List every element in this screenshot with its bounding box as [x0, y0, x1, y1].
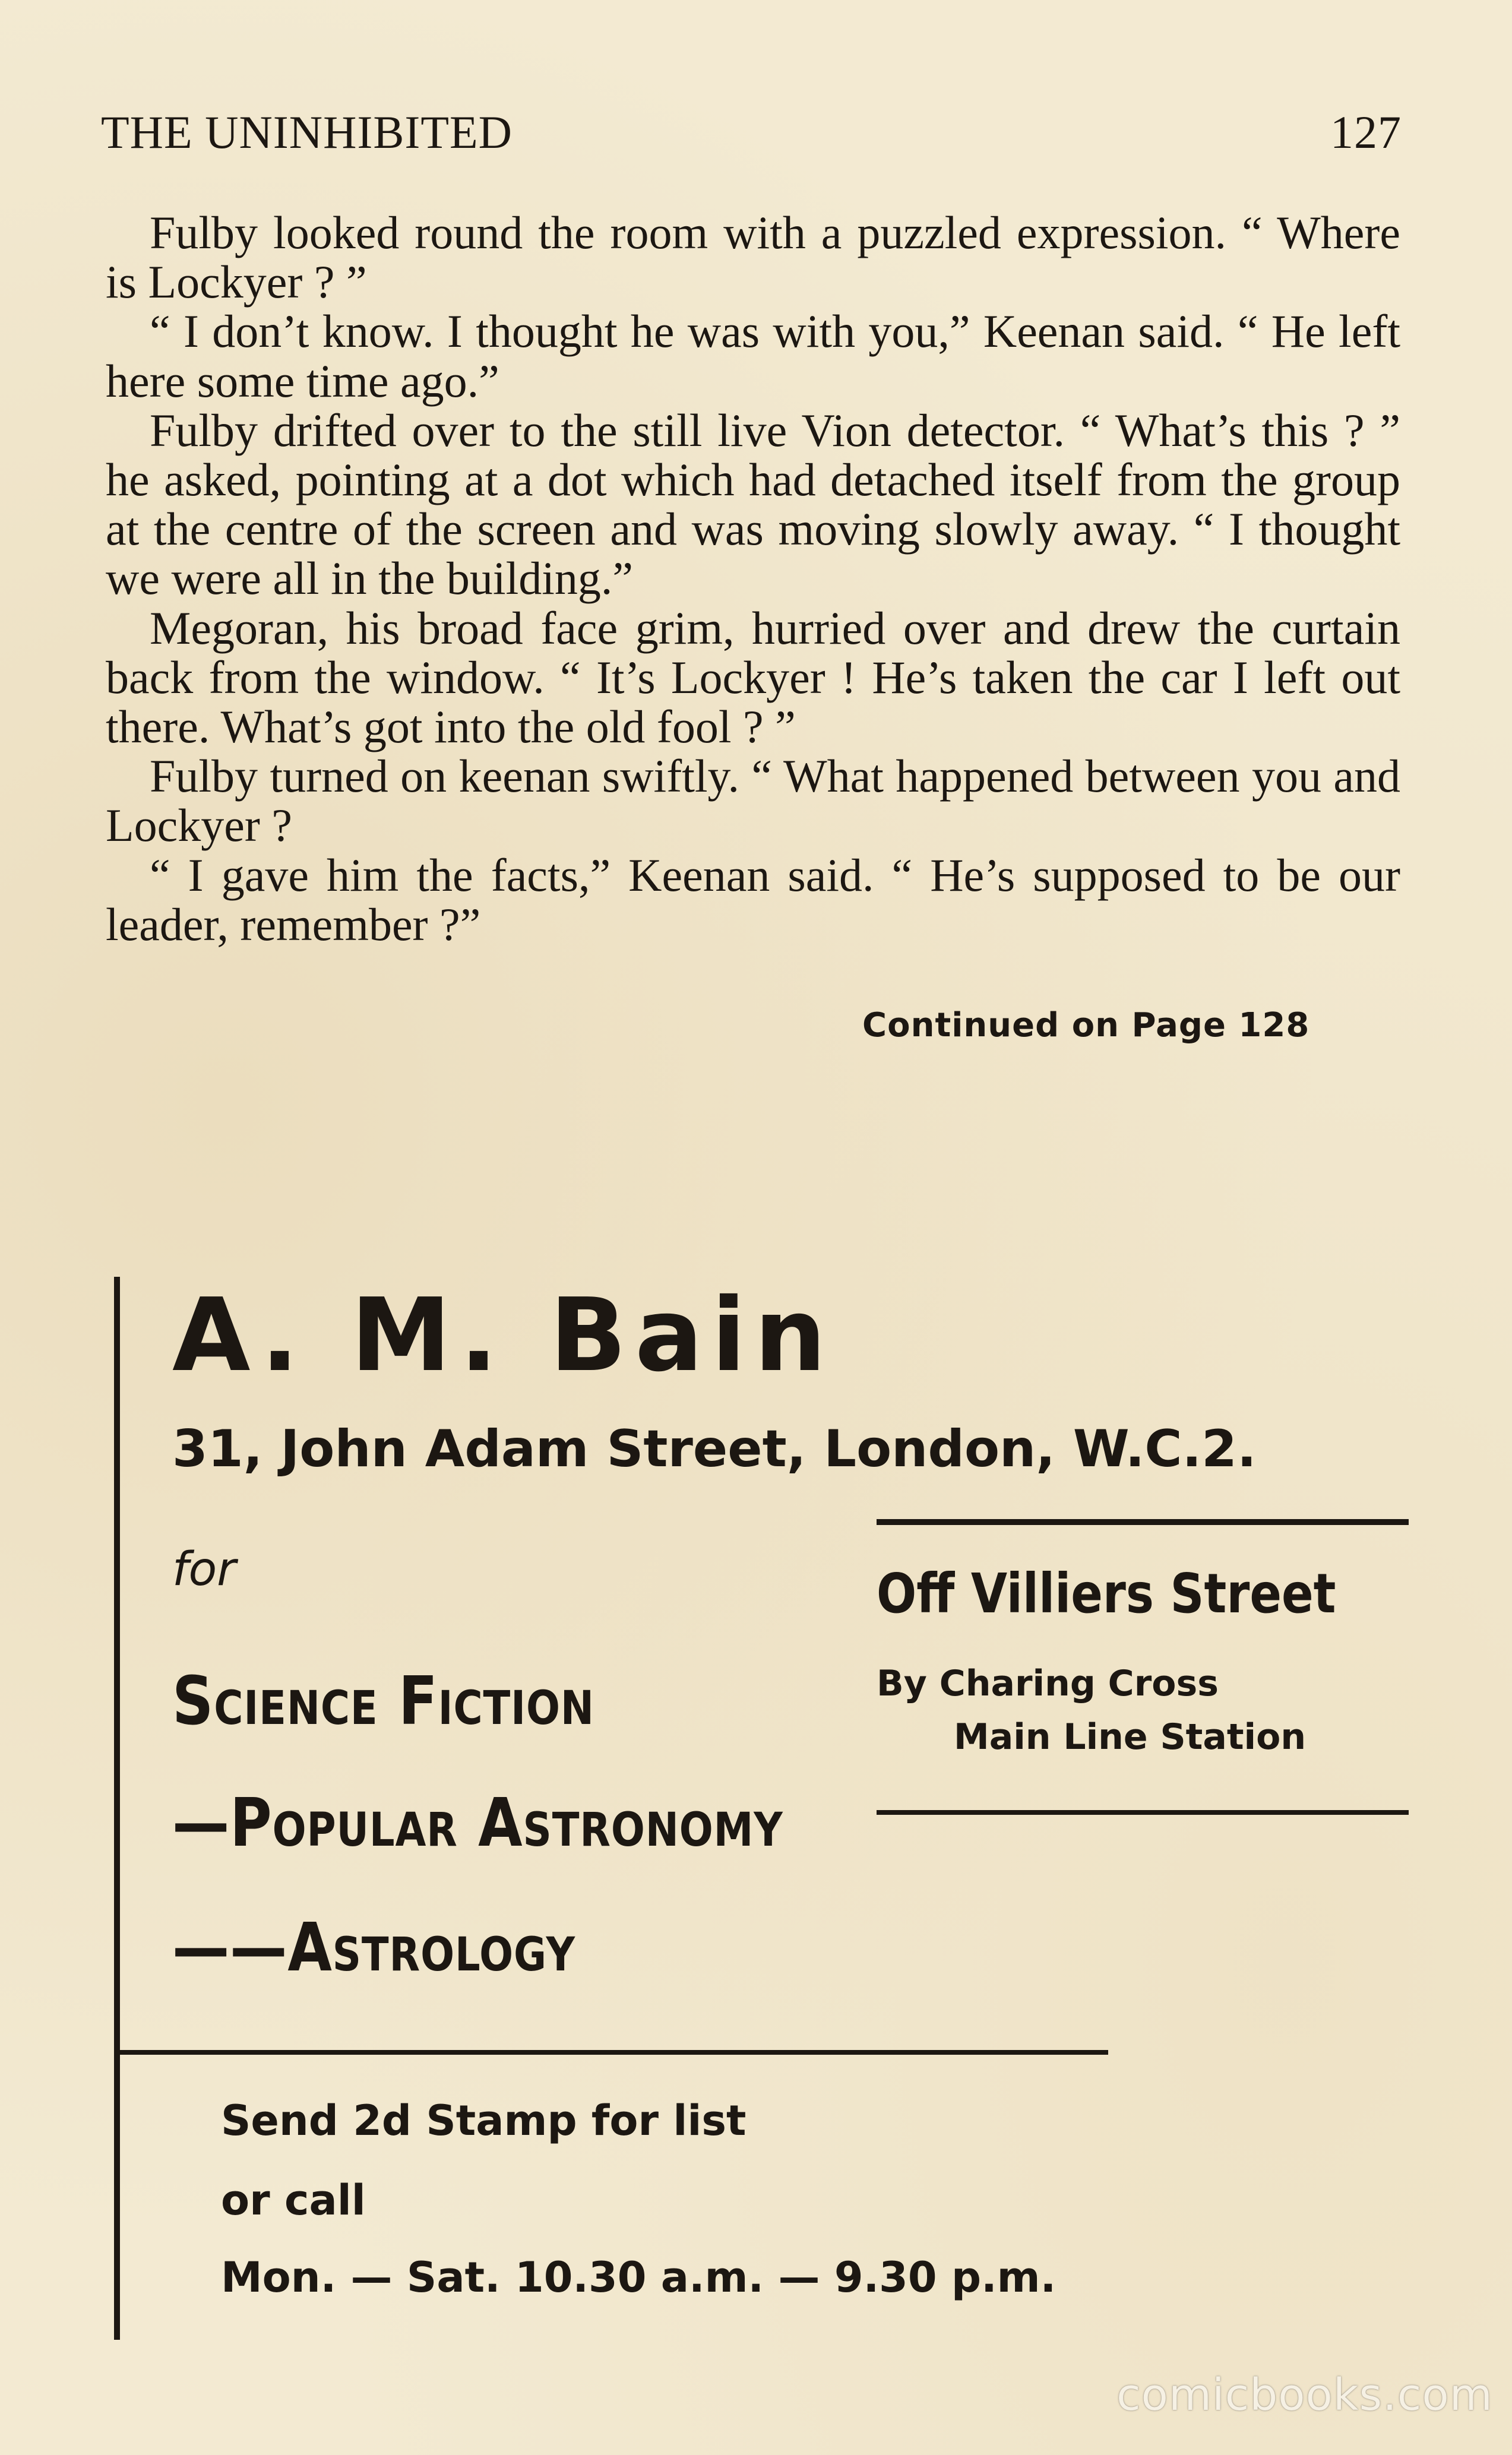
advert-divider [119, 2050, 1108, 2055]
advert-subject: Science Fiction [172, 1663, 594, 1740]
story-paragraph: Fulby turned on keenan swiftly. “ What happened between you and Lockyer ? [106, 750, 1400, 852]
story-paragraph: “ I gave him the facts,” Keenan said. “ He’s supposed to be our leader, remember ?” [106, 849, 1400, 950]
advert-landmark: By Charing Cross [877, 1663, 1219, 1704]
story-paragraph: Fulby drifted over to the still live Vion detector. “ What’s this ? ” he asked, pointing at a dot which had detached itself from the group at the centre of the screen and was moving slowly away. “ I thought we were all in the building.” [106, 404, 1400, 605]
advert-landmark: Main Line Station [954, 1716, 1307, 1758]
advert-street: Off Villiers Street [877, 1562, 1336, 1625]
advert-send-line: Send 2d Stamp for list [221, 2096, 746, 2145]
running-head [101, 106, 1402, 159]
story-paragraph: Fulby looked round the room with a puzzled expression. “ Where is Lockyer ? ” [106, 207, 1400, 308]
story-paragraph: Megoran, his broad face grim, hurried over and drew the curtain back from the window. “ It’s Lockyer ! He’s taken the car I left out there. What’s got into the old fool ? ” [106, 602, 1400, 753]
advert-opening-hours: Mon. — Sat. 10.30 a.m. — 9.30 p.m. [221, 2253, 1056, 2302]
advert-business-name: A. M. Bain [172, 1277, 835, 1394]
story-text [106, 208, 1400, 949]
advert-subject: ——Astrology [172, 1909, 575, 1986]
watermark: comicbooks.com [1116, 2369, 1493, 2421]
continued-note: Continued on Page 128 [862, 1006, 1310, 1045]
story-paragraph: “ I don’t know. I thought he was with you,” Keenan said. “ He left here some time ago.” [106, 305, 1400, 407]
advert-send-line: or call [221, 2176, 366, 2225]
advert-address: 31, John Adam Street, London, W.C.2. [172, 1419, 1257, 1479]
page-number: 127 [1330, 106, 1402, 158]
running-title: THE UNINHIBITED [101, 106, 513, 158]
advert-left-rule [114, 1277, 120, 2340]
advert-divider [877, 1810, 1409, 1815]
advert-divider [877, 1519, 1409, 1525]
advert-for-label: for [172, 1543, 236, 1596]
advert-subject: —Popular Astronomy [172, 1785, 783, 1862]
